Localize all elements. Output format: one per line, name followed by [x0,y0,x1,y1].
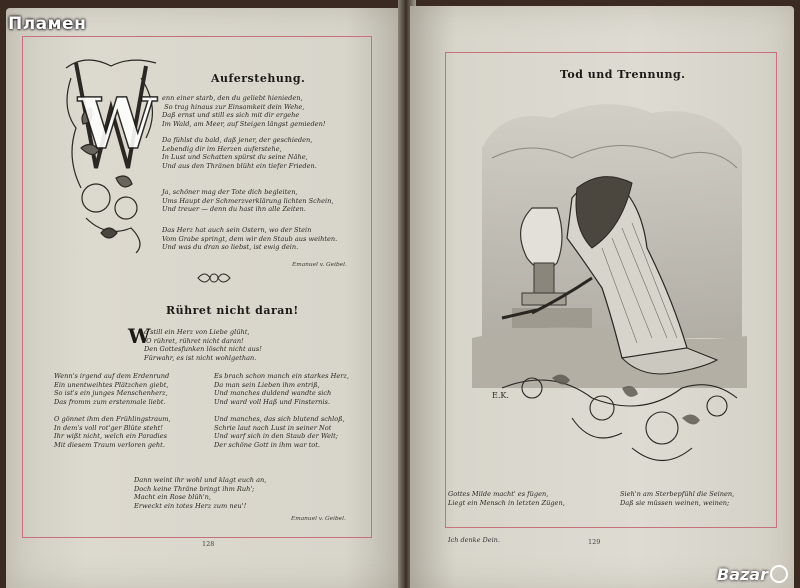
poem2-intro: o still ein Herz von Liebe glüht, O rühret, rühret nicht daran! Den Gottesfunken löscht nicht aus! Fürwahr, es ist nicht wohlgethan. [144,328,262,362]
poem2-initial: W [128,324,151,348]
ornamental-initial-illustration [56,48,166,258]
poem-title-auferstehung: Auferstehung. [211,72,306,85]
left-page-number: 128 [202,540,215,548]
left-page [6,8,406,588]
bazar-logo: Bazar [717,565,788,584]
poem1-author: Emanuel v. Geibel. [292,262,347,268]
running-foot: Ich denke Dein. [448,536,500,544]
poem2-final: Dann weint ihr wohl und klagt euch an, Doch keine Thräne bringt ihm Ruh'; Macht ein Rose blüh'n, Erweckt ein totes Herz zum neu'! [134,476,267,510]
poem1-stanza-3: Ja, schöner mag der Tote dich begleiten, Ums Haupt der Schmerzverklärung lichten Schein, Und treuer — denn du hast ihn alle Zeiten. [162,188,334,214]
divider-ornament-icon [196,268,232,288]
seller-watermark: Пламен [8,14,87,34]
poem1-stanza-2: Da fühlst du bald, daß jener, der geschieden, Lebendig dir im Herzen auferstehe, In Lust und Schatten spürst du seine Nähe, Und aus den Thränen blüht ein tiefer Frieden. [162,136,317,170]
right-page-number: 129 [588,538,601,546]
bazar-logo-icon [770,565,788,583]
caption-left: Gottes Milde macht' es fügen, Liegt ein Mensch in letzten Zügen, [448,490,565,507]
poem-title-ruehret: Rühret nicht daran! [166,304,299,317]
poem2-author: Emanuel v. Geibel. [291,516,346,522]
poem1-stanza-1: enn einer starb, den du geliebt hienieden, So trag hinaus zur Einsamkeit dein Wehe, Daß ernst und still es sich mit dir ergehe Im Wald, am Meer, auf Steigen längst gemieden! [162,94,326,128]
caption-right: Sieh'n am Sterbepfühl die Seinen, Daß sie müssen weinen, weinen; [620,490,735,507]
drop-cap-letter: W [78,82,157,165]
illustration-signature: E.K. [492,391,509,400]
right-page-title: Tod und Trennung. [560,68,686,81]
poem1-stanza-4: Das Herz hat auch sein Ostern, wo der Stein Vom Grabe springt, dem wir den Staub aus weihten. Und was du dran so liebst, ist ewig dein. [162,226,338,252]
poem2-col2: Es brach schon manch ein starkes Herz, Da man sein Lieben ihm entriß, Und manches duldend wandte sich Und ward voll Haß und Finsternis. Und manches, das sich blutend schloß, Schrie laut nach Lust in seiner Not Und warf sich in den Staub der Welt; Der schöne Gott in ihm war tot. [214,372,349,449]
right-page [410,6,794,588]
poem2-col1: Wenn's irgend auf dem Erdenrund Ein unentweihtes Plätzchen giebt, So ist's ein junges Menschenherz, Das fromm zum erstenmale liebt. O gönnet ihm den Frühlingstraum, In dem's voll rot'ger Blüte steht! Ihr wißt nicht, welch ein Paradies Mit diesem Traum verloren geht. [54,372,171,449]
mourning-woman-illustration [472,88,752,488]
